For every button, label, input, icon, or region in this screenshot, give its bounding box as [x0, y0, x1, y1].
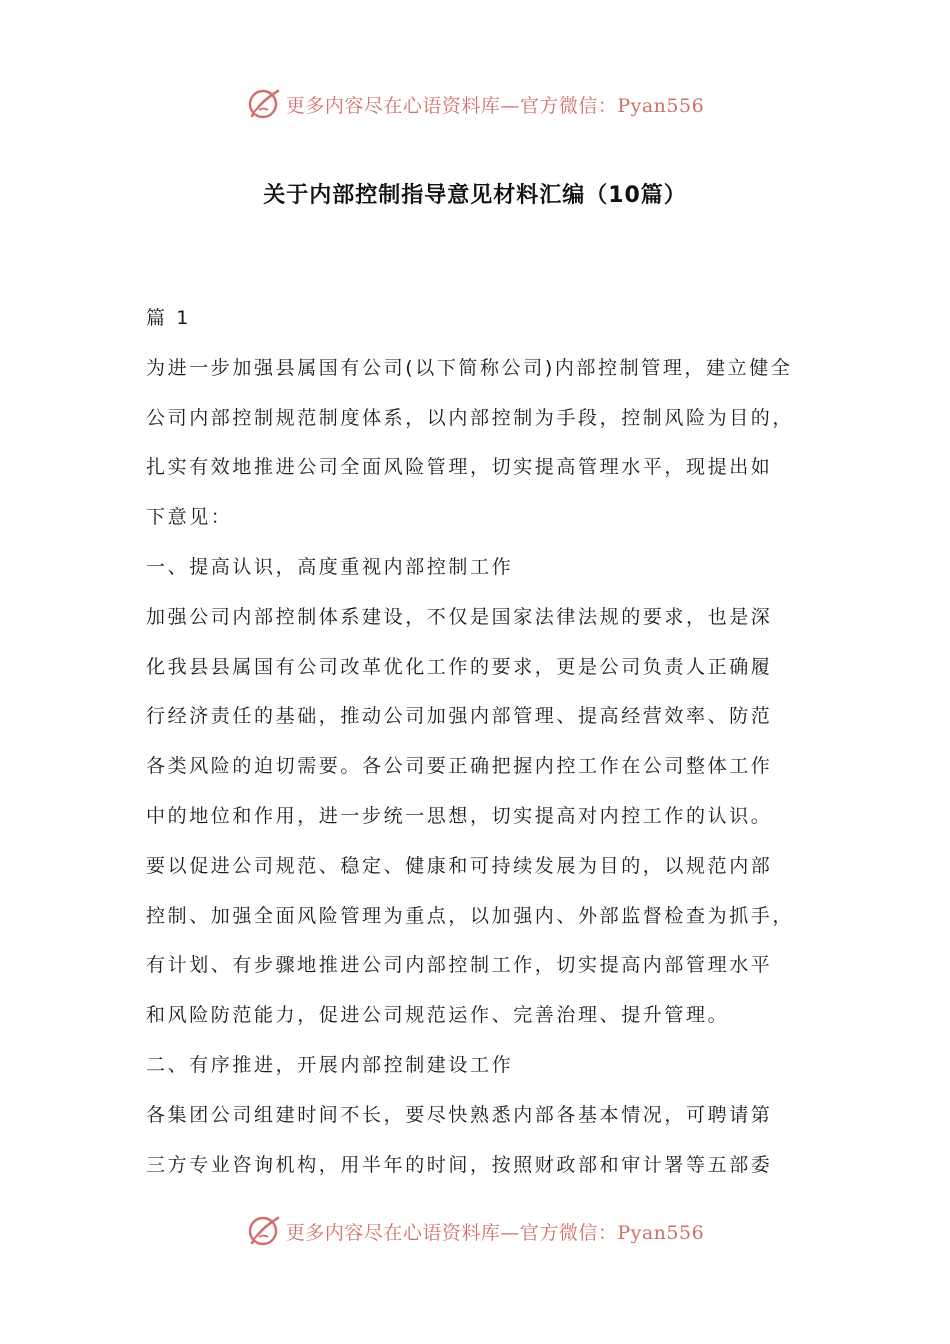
section-heading: 一、提高认识，高度重视内部控制工作	[146, 555, 514, 578]
header-watermark-banner	[0, 84, 950, 124]
paragraph-line: 三方专业咨询机构，用半年的时间，按照财政部和审计署等五部委	[146, 1153, 773, 1176]
paragraph-line: 扎实有效地推进公司全面风险管理，切实提高管理水平，现提出如	[146, 456, 773, 479]
pen-logo-icon	[246, 1213, 282, 1249]
paragraph-line: 要以促进公司规范、稳定、健康和可持续发展为目的，以规范内部	[146, 854, 773, 877]
document-title: 关于内部控制指导意见材料汇编（10篇）	[263, 183, 687, 208]
paragraph-line: 为进一步加强县属国有公司(以下简称公司)内部控制管理，建立健全	[146, 356, 793, 379]
document-body	[146, 300, 836, 1196]
paragraph-line: 化我县县属国有公司改革优化工作的要求，更是公司负责人正确履	[146, 655, 773, 678]
paragraph-line: 有计划、有步骤地推进公司内部控制工作，切实提高内部管理水平	[146, 954, 773, 977]
pen-logo-icon	[246, 86, 282, 122]
header-banner-text: 更多内容尽在心语资料库—官方微信：Pyan556	[285, 94, 705, 117]
paragraph-line: 和风险防范能力，促进公司规范运作、完善治理、提升管理。	[146, 1004, 730, 1027]
footer-watermark-banner	[0, 1211, 950, 1251]
section-heading: 二、有序推进，开展内部控制建设工作	[146, 1053, 514, 1076]
paragraph-line: 行经济责任的基础，推动公司加强内部管理、提高经营效率、防范	[146, 705, 773, 728]
paragraph-line: 各类风险的迫切需要。各公司要正确把握内控工作在公司整体工作	[146, 755, 773, 778]
paragraph-line: 公司内部控制规范制度体系，以内部控制为手段，控制风险为目的，	[146, 406, 795, 429]
section-label: 篇 1	[146, 307, 191, 329]
paragraph-line: 中的地位和作用，进一步统一思想，切实提高对内控工作的认识。	[146, 804, 773, 827]
paragraph-line: 控制、加强全面风险管理为重点，以加强内、外部监督检查为抓手，	[146, 904, 795, 927]
paragraph-line: 加强公司内部控制体系建设，不仅是国家法律法规的要求，也是深	[146, 605, 773, 628]
footer-banner-text: 更多内容尽在心语资料库—官方微信：Pyan556	[285, 1221, 705, 1244]
paragraph-line: 各集团公司组建时间不长，要尽快熟悉内部各基本情况，可聘请第	[146, 1103, 773, 1126]
paragraph-line: 下意见：	[146, 506, 233, 529]
